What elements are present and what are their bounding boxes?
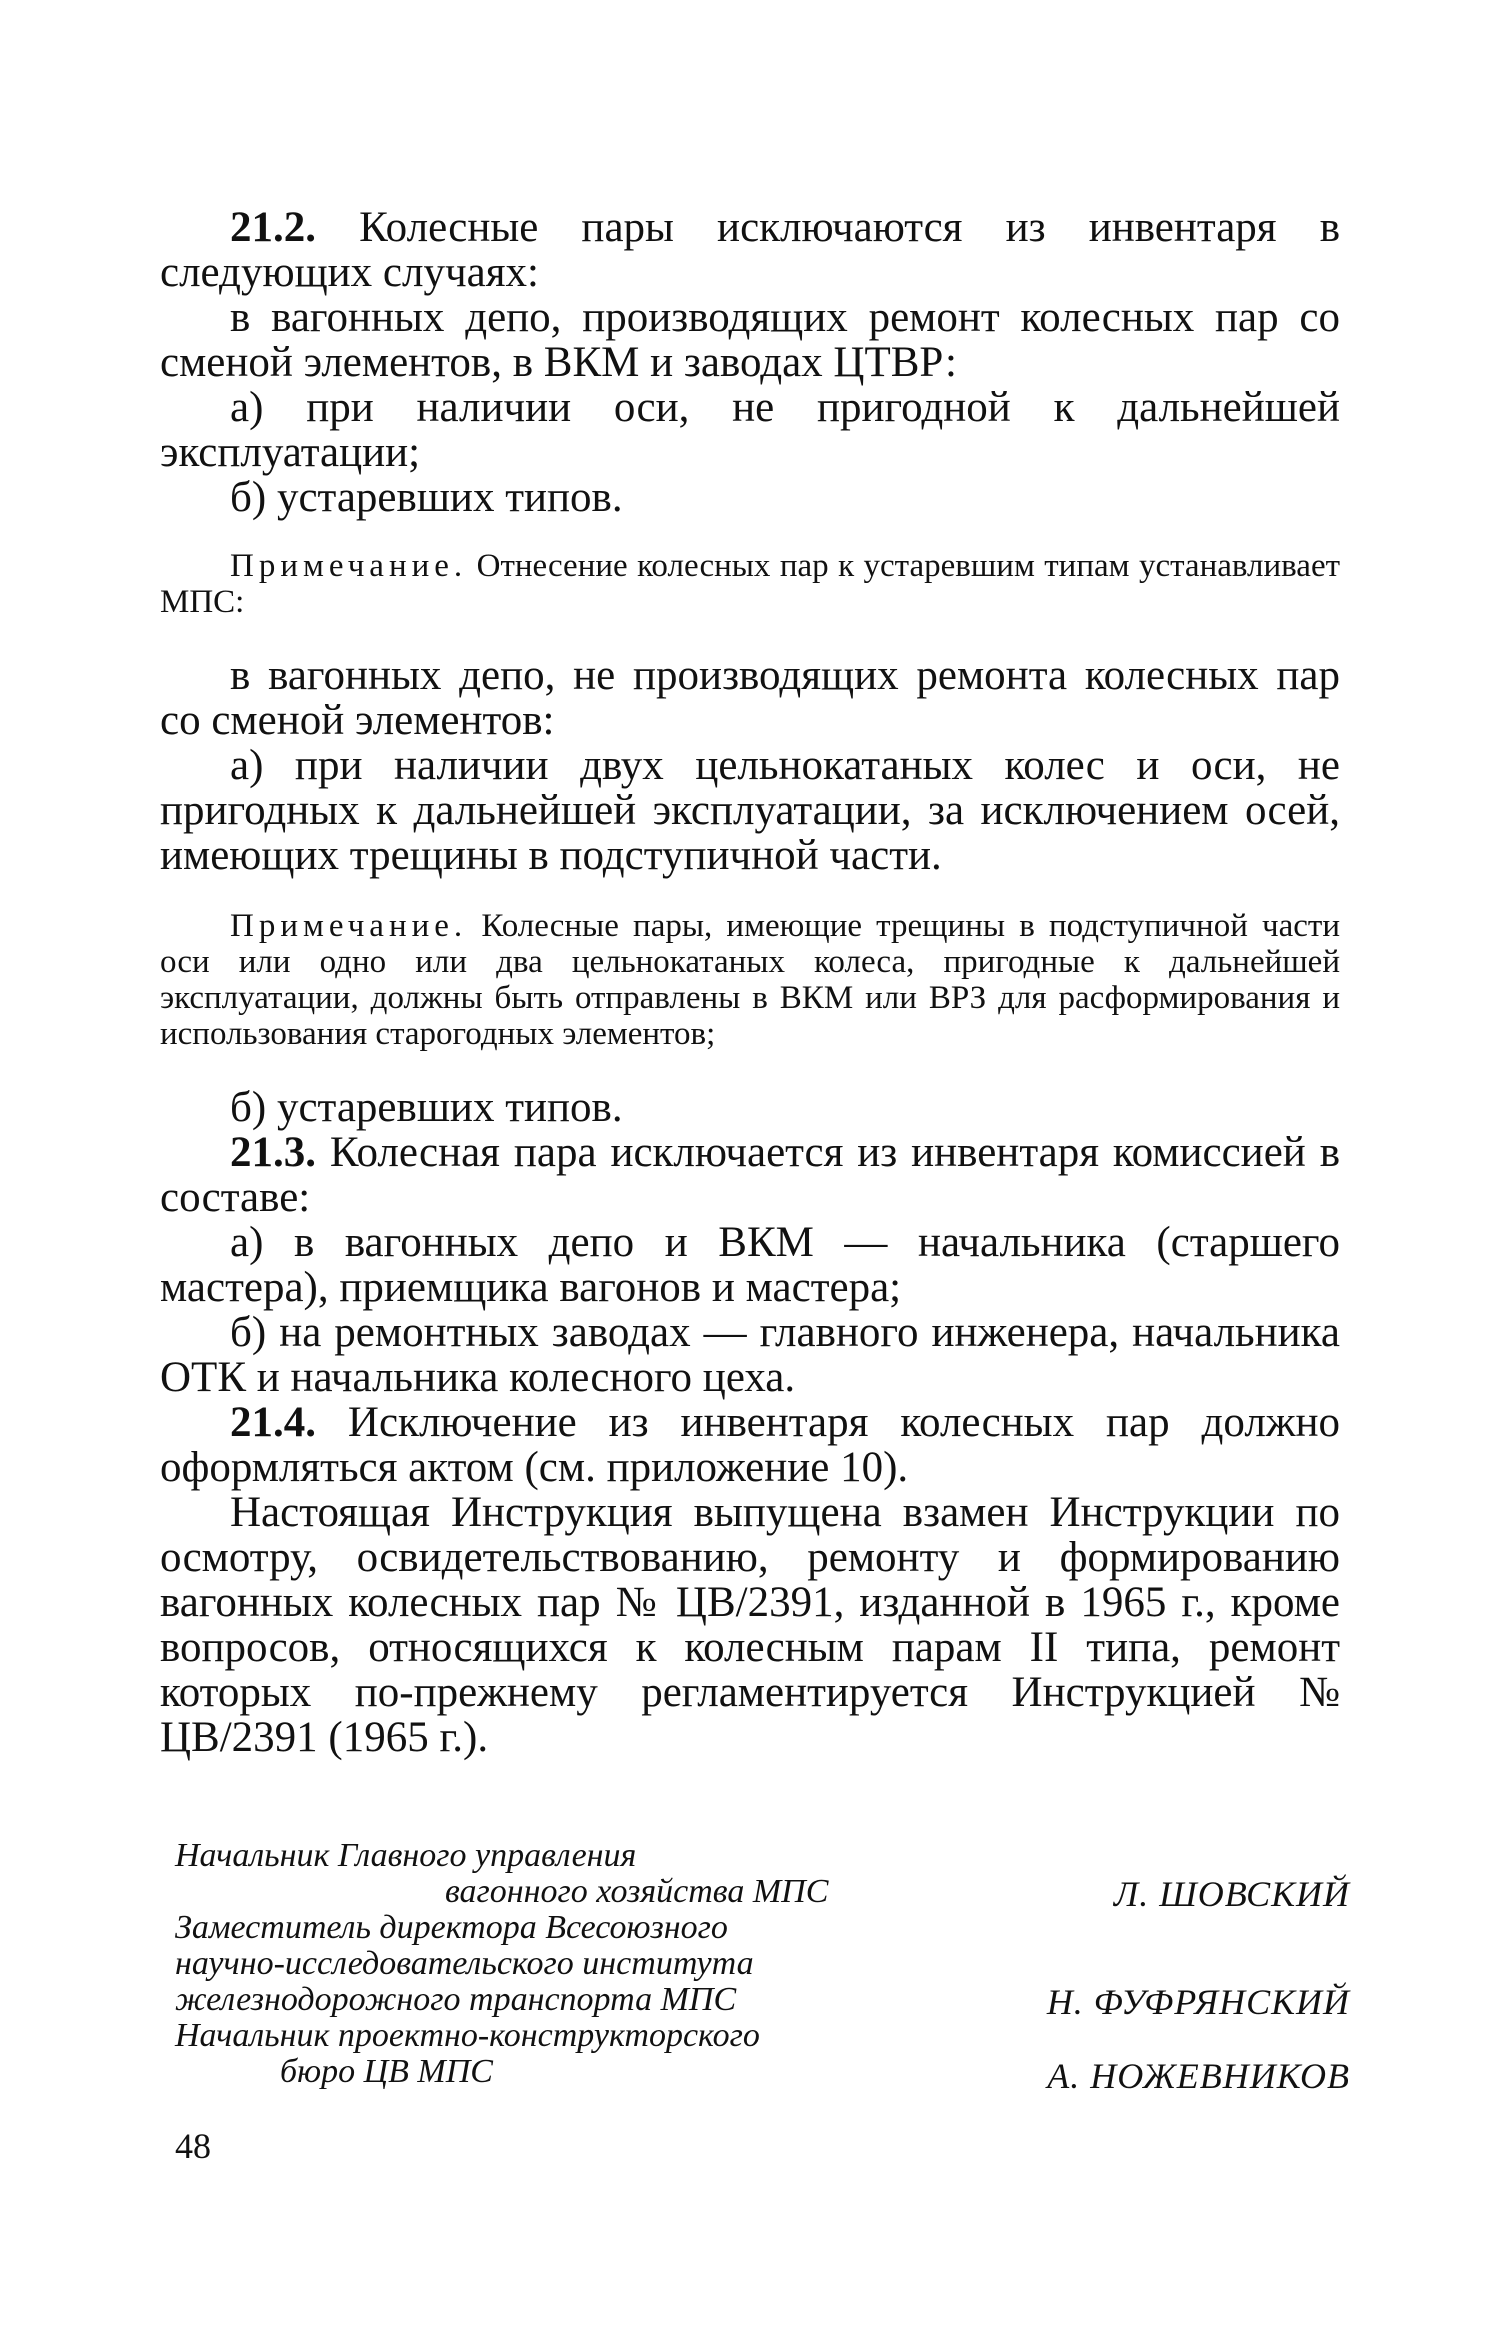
paragraph: в вагонных депо, производящих ремонт колесных пар со сменой элементов, в ВКМ и заводах ЦТВР: [160, 294, 1340, 386]
signature-title: железнодорожного транспорта МПС [175, 1981, 737, 2018]
main-text [160, 205, 1340, 1760]
signature-name: Н. ФУФРЯНСКИЙ [1046, 1982, 1350, 2022]
section-number: 21.3. [230, 1129, 316, 1176]
paragraph-21-2 [160, 205, 1340, 295]
paragraph-text: Исключение из инвентаря колесных пар должно оформляться актом (см. приложение 10). [160, 1399, 1340, 1491]
paragraph: б) устаревших типов. [230, 1084, 623, 1131]
section-number: 21.4. [230, 1399, 316, 1446]
paragraph-text: Колесная пара исключается из инвентаря комиссией в составе: [160, 1129, 1341, 1221]
signature-row [175, 1837, 1350, 1914]
section-number: 21.2. [230, 204, 316, 251]
signature-title: Начальник Главного управления [175, 1837, 637, 1874]
paragraph: а) при наличии оси, не пригодной к дальнейшей эксплуатации; [160, 384, 1340, 476]
signature-row [175, 1909, 1350, 2022]
signature-name: А. НОЖЕВНИКОВ [1047, 2056, 1350, 2096]
signature-title: Заместитель директора Всесоюзного [175, 1909, 728, 1946]
paragraph: а) в вагонных депо и ВКМ — начальника (старшего мастера), приемщика вагонов и мастера; [160, 1219, 1340, 1311]
note [160, 548, 1340, 620]
paragraph: Настоящая Инструкция выпущена взамен Инструкции по осмотру, освидетельствованию, ремонту и формированию вагонных колесных пар № ЦВ/2391, изданной в 1965 г., кроме вопросов, относящихся к колесным парам II типа, ремонт которых по-прежнему регламентируется Инструкцией № ЦВ/2391 (1965 г.). [160, 1489, 1340, 1761]
paragraph: а) при наличии двух цельнокатаных колес и оси, не пригодных к дальнейшей эксплуатации, за исключением осей, имеющих трещины в подступичной части. [160, 742, 1340, 879]
paragraph-text: Колесные пары исключаются из инвентаря в следующих случаях: [160, 204, 1340, 296]
paragraph-21-4 [160, 1400, 1340, 1490]
signature-block [175, 1837, 1350, 2096]
signature-row [175, 2017, 1350, 2096]
paragraph: б) устаревших типов. [230, 474, 623, 521]
paragraph-21-3 [160, 1130, 1340, 1220]
page-number: 48 [175, 2126, 211, 2166]
paragraph: б) на ремонтных заводах — главного инженера, начальника ОТК и начальника колесного цеха. [160, 1309, 1340, 1401]
signature-title: бюро ЦВ МПС [280, 2053, 493, 2090]
note-text: Колесные пары, имеющие трещины в подступичной части оси или одно или два цельнокатаных колеса, пригодные к дальнейшей эксплуатации, должны быть отправлены в ВКМ или ВРЗ для расформирования и использования старогодных элементов; [160, 908, 1340, 1052]
signature-title: научно-исследовательского института [175, 1945, 754, 1982]
note-label: Примечание. [230, 908, 468, 944]
paragraph: в вагонных депо, не производящих ремонта колесных пар со сменой элементов: [160, 652, 1340, 744]
note-text: Отнесение колесных пар к устаревшим типам устанавливает МПС: [160, 548, 1341, 620]
note-label: Примечание. [230, 548, 468, 584]
signature-name: Л. ШОВСКИЙ [1113, 1874, 1350, 1914]
signature-title: вагонного хозяйства МПС [445, 1873, 829, 1910]
signature-title: Начальник проектно-конструкторского [175, 2017, 760, 2054]
note [160, 908, 1340, 1052]
